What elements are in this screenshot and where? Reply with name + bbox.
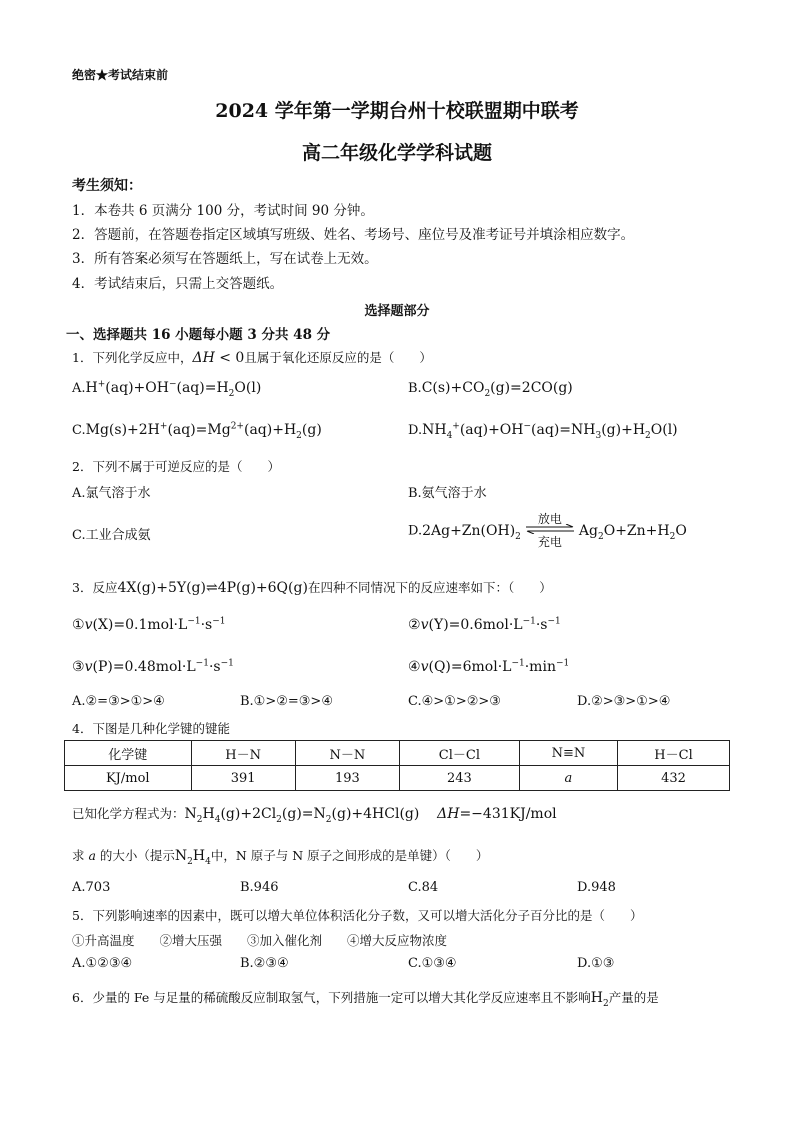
notice-item: 4．考试结束后，只需上交答题纸。	[72, 276, 284, 292]
notice-item: 1．本卷共 6 页满分 100 分，考试时间 90 分钟。	[72, 203, 374, 219]
q3-rate-2: $②v(Y)=0.6mol\cdot L^{-1}\cdot s^{-1}$	[408, 616, 561, 633]
q1-stem-part: 且属于氧化还原反应的是（ ）	[244, 350, 432, 365]
q3-stem-part: 3．反应	[72, 580, 118, 595]
q5-option-d: D.①③	[577, 956, 615, 971]
q1-stem-part: 1．下列化学反应中，	[72, 350, 193, 365]
exam-title: 2024 学年第一学期台州十校联盟期中联考	[215, 100, 579, 122]
notice-item: 2．答题前，在答题卷指定区域填写班级、姓名、考场号、座位号及准考证号并填涂相应数字。	[72, 227, 635, 243]
q2-option-a: A.氯气溶于水	[72, 486, 151, 501]
q5-option-c: C.①③④	[408, 956, 457, 971]
q4-known-equation: 已知化学方程式为：$N_2H_4(g)+2Cl_2(g)=N_2(g)+4HCl(g)$ ΔH=−431KJ/mol	[72, 806, 557, 825]
q1-option-a: $A.H^+(aq)+OH^-(aq)=H_2O(l)$	[72, 379, 262, 399]
table-cell: KJ/mol	[65, 766, 192, 791]
q6-stem-part: 6．少量的 Fe 与足量的稀硫酸反应制取氢气，下列措施一定可以增大其化学反应速率且不影响	[72, 990, 591, 1005]
table-header-cell: Cl－Cl	[400, 741, 520, 766]
table-header-cell: H－Cl	[618, 741, 730, 766]
confidential-mark: 绝密★考试结束前	[72, 68, 169, 82]
q3-rate-1: $①v(X)=0.1mol\cdot L^{-1}\cdot s^{-1}$	[72, 616, 226, 633]
q4-option-c: C.84	[408, 880, 439, 895]
q2-option-d: $D.2Ag+Zn(OH)_2$ 放电 充电 $Ag_2O+Zn+H_2O$	[408, 512, 687, 549]
q5-option-a: A.①②③④	[72, 956, 133, 971]
discharge-label: 放电	[537, 512, 562, 526]
q2-option-b: B.氨气溶于水	[408, 486, 487, 501]
bond-energy-table	[64, 740, 730, 791]
table-cell: 391	[191, 766, 295, 791]
reversible-arrow	[524, 512, 576, 549]
table-cell: a	[519, 766, 617, 791]
q1-option-b: $B.C(s)+CO_2(g)=2CO(g)$	[408, 380, 573, 399]
question-2-stem: 2．下列不属于可逆反应的是（ ）	[72, 459, 280, 474]
q1-option-c: $C.Mg(s)+2H^+(aq)=Mg^{2+}(aq)+H_2(g)$	[72, 421, 322, 441]
question-6-stem: 6．少量的 Fe 与足量的稀硫酸反应制取氢气，下列措施一定可以增大其化学反应速率且不影响$H_2$产量的是	[72, 990, 659, 1009]
table-row	[65, 766, 730, 791]
q2-option-c: C.工业合成氨	[72, 528, 151, 543]
table-header-cell: 化学键	[65, 741, 192, 766]
q5-option-b: B.②③④	[240, 956, 289, 971]
q3-option-c: C.④>①>②>③	[408, 694, 501, 709]
question-3-stem: 3．反应4X(g)+5Y(g)⇌4P(g)+6Q(g)在四种不同情况下的反应速率如下：（ ）	[72, 580, 552, 596]
question-1-stem: 1．下列化学反应中，ΔH < 0且属于氧化还原反应的是（ ）	[72, 350, 432, 366]
q4-ask-part: 求	[72, 848, 89, 863]
q3-option-d: D.②>③>①>④	[577, 694, 671, 709]
exam-subtitle: 高二年级化学学科试题	[301, 142, 492, 164]
table-header-row	[65, 741, 730, 766]
q5-factors: ①升高温度 ②增大压强 ③加入催化剂 ④增大反应物浓度	[72, 933, 448, 948]
part-title: 选择题部分	[364, 304, 430, 319]
q4-known-label: 已知化学方程式为：	[72, 806, 185, 821]
q4-ask-variable: a	[88, 848, 96, 863]
q6-stem-part: 产量的是	[608, 990, 659, 1005]
q4-option-a: A.703	[72, 880, 111, 895]
notice-heading: 考生须知：	[72, 178, 142, 194]
q4-ask-part: 的大小（提示	[95, 848, 175, 863]
q3-stem-part: 在四种不同情况下的反应速率如下：（ ）	[307, 580, 552, 595]
q1-option-d: $D.NH_4^+(aq)+OH^-(aq)=NH_3(g)+H_2O(l)$	[408, 421, 678, 441]
table-header-cell: N－N	[295, 741, 399, 766]
charge-label: 充电	[537, 535, 562, 549]
question-5-stem: 5．下列影响速率的因素中，既可以增大单位体积活化分子数，又可以增大活化分子百分比的是（ ）	[72, 908, 643, 923]
table-cell: 193	[295, 766, 399, 791]
q3-rate-3: $③v(P)=0.48mol\cdot L^{-1}\cdot s^{-1}$	[72, 658, 234, 675]
section-title: 一、选择题共 16 小题每小题 3 分共 48 分	[66, 327, 331, 343]
q4-ask: 求 a 的大小（提示$N_2H_4$中，N 原子与 N 原子之间形成的是单键）（ ）	[72, 848, 489, 867]
q3-option-b: B.①>②=③>④	[240, 694, 333, 709]
q3-option-a: A.②=③>①>④	[72, 694, 165, 709]
q4-option-d: D.948	[577, 880, 616, 895]
question-4-stem: 4．下图是几种化学键的键能	[72, 721, 230, 736]
q4-option-b: B.946	[240, 880, 279, 895]
table-cell: 243	[400, 766, 520, 791]
table-header-cell: N≡N	[519, 741, 617, 766]
notice-item: 3．所有答案必须写在答题纸上，写在试卷上无效。	[72, 251, 378, 267]
q4-ask-part: 中，N 原子与 N 原子之间形成的是单键）（ ）	[210, 848, 489, 863]
table-header-cell: H－N	[191, 741, 295, 766]
q3-rate-4: $④v(Q)=6mol\cdot L^{-1}\cdot\min^{-1}$	[408, 658, 570, 675]
table-cell: 432	[618, 766, 730, 791]
